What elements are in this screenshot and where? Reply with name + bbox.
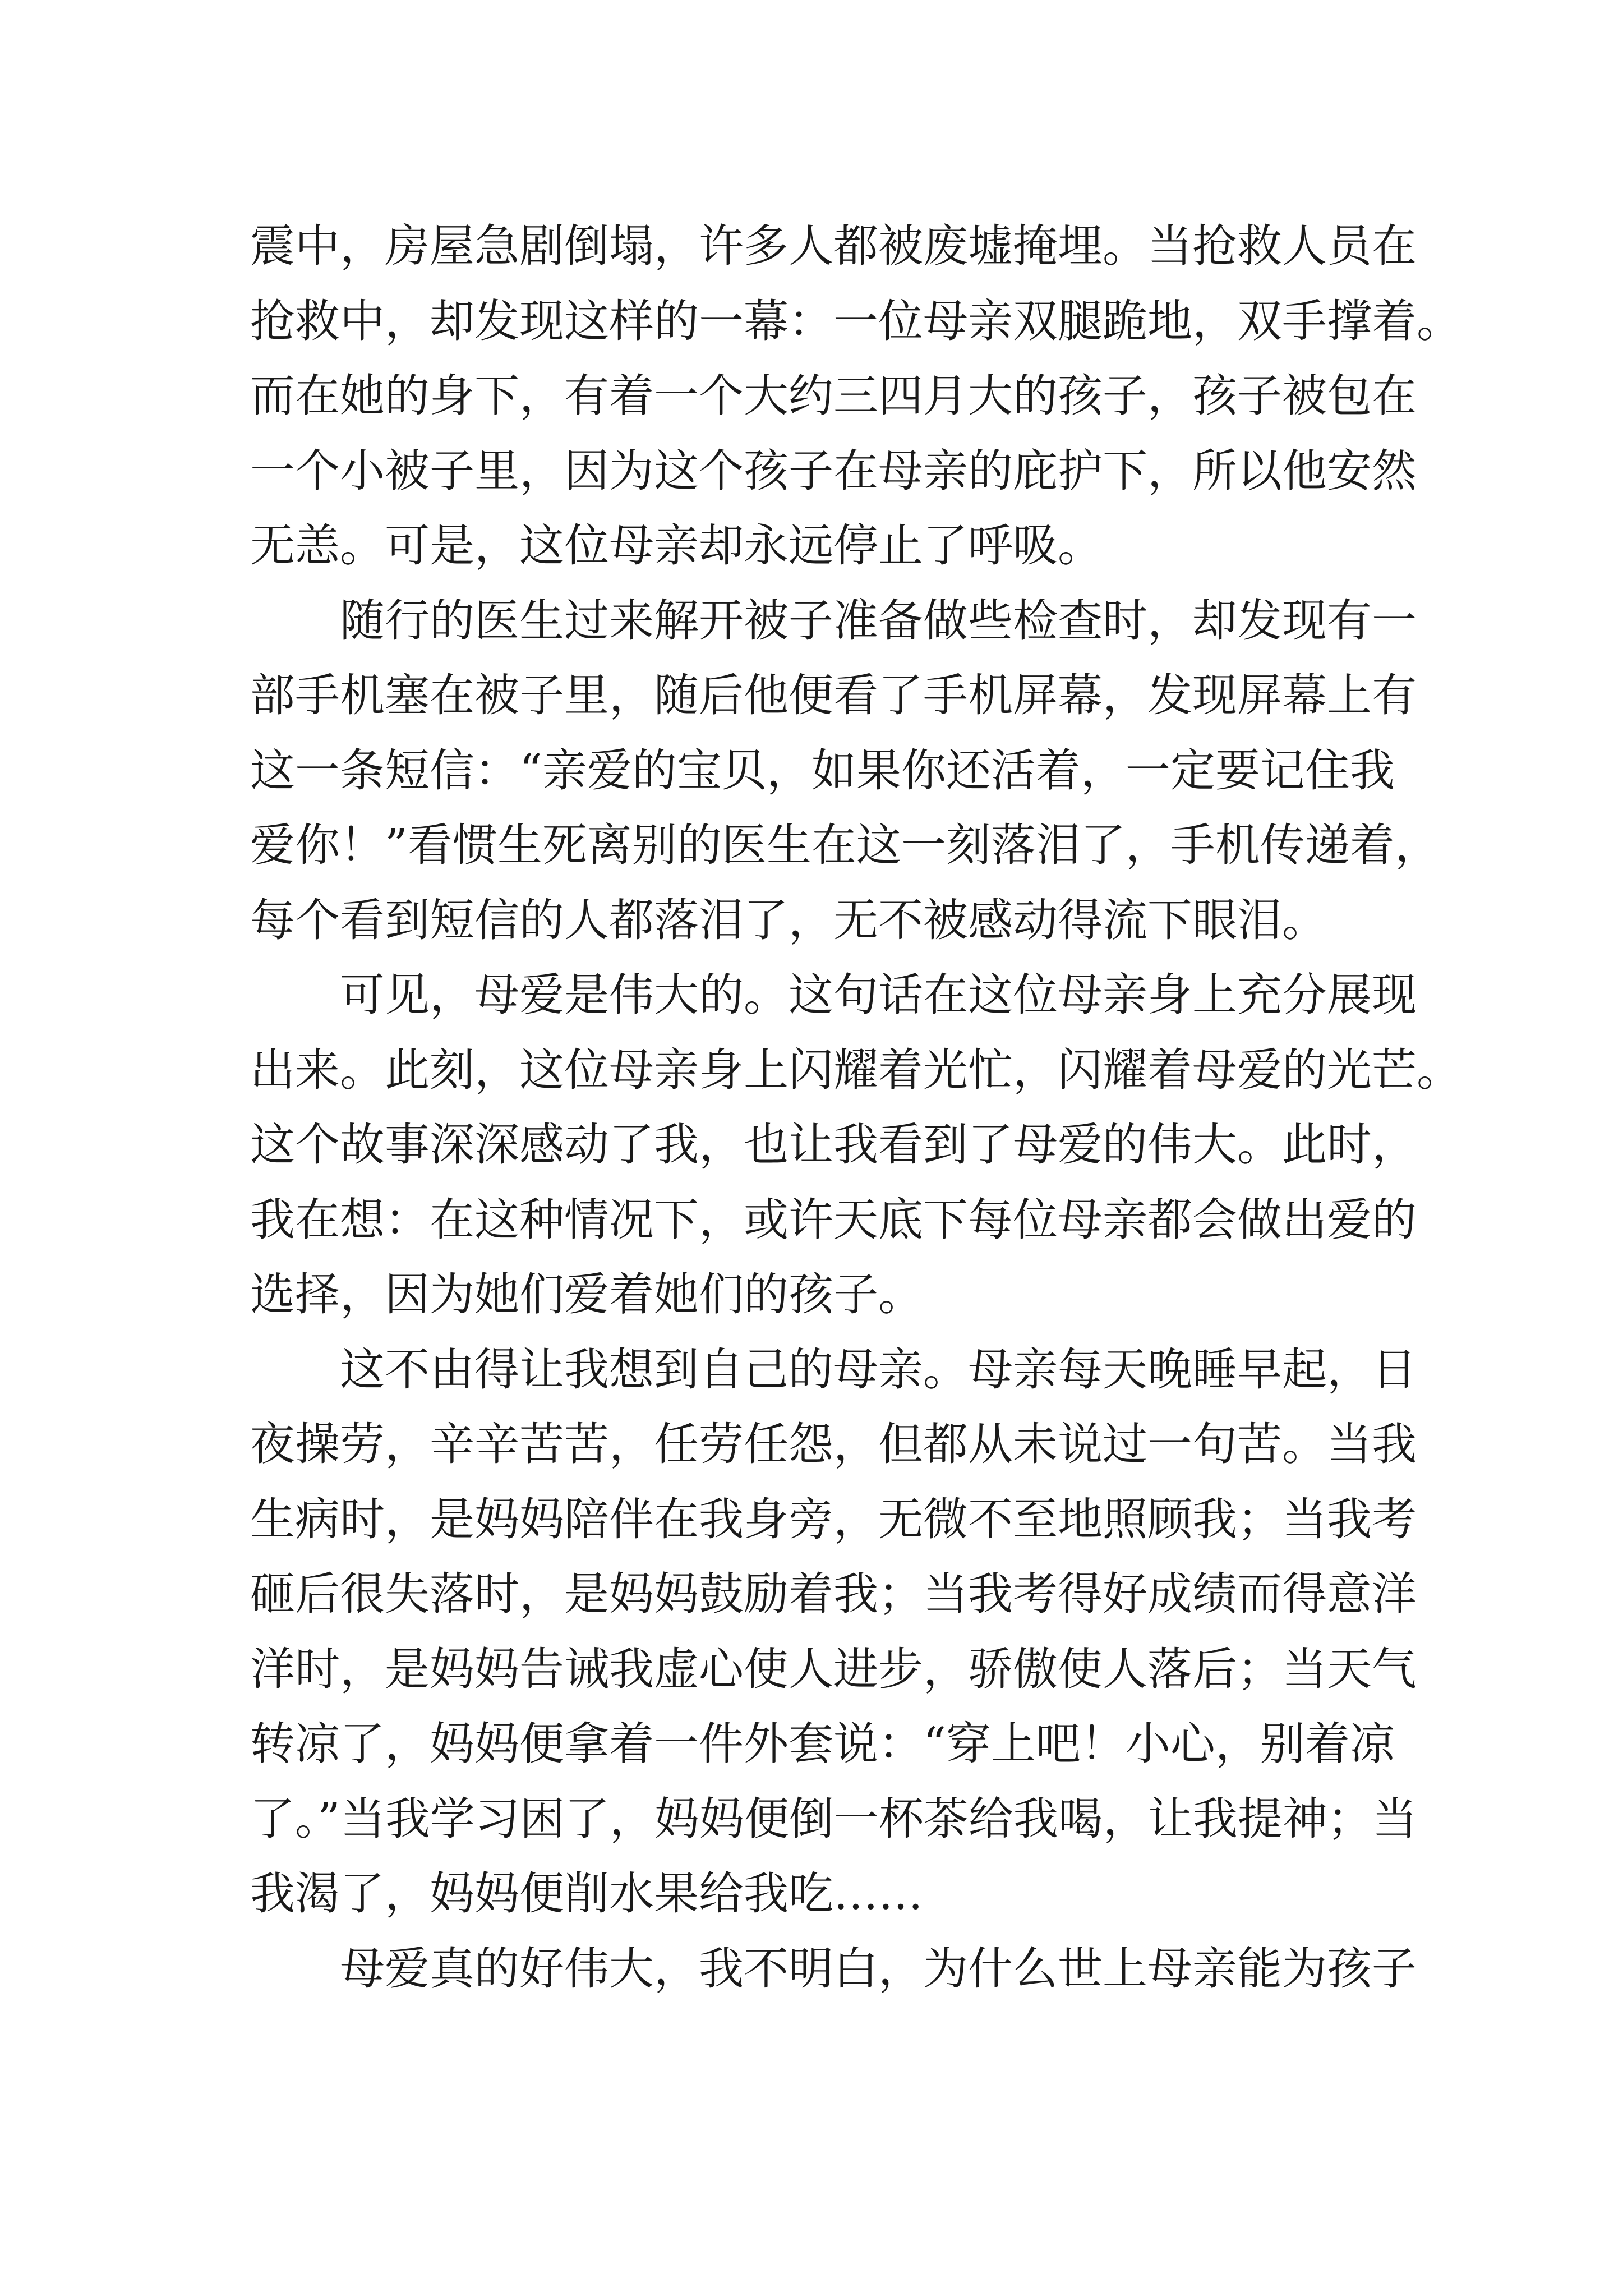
text-line: 选择，因为她们爱着她们的孩子。 — [250, 1268, 923, 1320]
text-line: 随行的医生过来解开被子准备做些检查时，却发现有一 — [340, 594, 1417, 647]
text-line: 了。”当我学习困了，妈妈便倒一杯茶给我喝，让我提神；当 — [250, 1792, 1417, 1845]
text-line: 每个看到短信的人都落泪了，无不被感动得流下眼泪。 — [250, 894, 1327, 946]
text-line: 我渴了，妈妈便削水果给我吃…… — [250, 1867, 923, 1920]
text-line: 这不由得让我想到自己的母亲。母亲每天晚睡早起，日 — [340, 1343, 1417, 1396]
text-line: 出来。此刻，这位母亲身上闪耀着光忙，闪耀着母爱的光芒。 — [250, 1043, 1461, 1096]
text-line: 生病时，是妈妈陪伴在我身旁，无微不至地照顾我；当我考 — [250, 1493, 1417, 1545]
text-line: 母爱真的好伟大，我不明白，为什么世上母亲能为孩子 — [340, 1942, 1417, 1995]
text-line: 砸后很失落时，是妈妈鼓励着我；当我考得好成绩而得意洋 — [250, 1568, 1417, 1620]
text-line: 可见，母爱是伟大的。这句话在这位母亲身上充分展现 — [340, 969, 1417, 1021]
text-line: 爱你！”看惯生死离别的医生在这一刻落泪了，手机传递着， — [250, 819, 1440, 871]
text-line: 洋时，是妈妈告诫我虚心使人进步，骄傲使人落后；当天气 — [250, 1642, 1417, 1695]
text-line: 一个小被子里，因为这个孩子在母亲的庇护下，所以他安然 — [250, 444, 1417, 497]
text-line: 我在想：在这种情况下，或许天底下每位母亲都会做出爱的 — [250, 1193, 1417, 1246]
text-line: 无恙。可是，这位母亲却永远停止了呼吸。 — [250, 519, 1103, 572]
text-line: 抢救中，却发现这样的一幕：一位母亲双腿跪地，双手撑着。 — [250, 295, 1461, 347]
essay-body — [250, 209, 1461, 2006]
text-line: 转凉了，妈妈便拿着一件外套说：“穿上吧！小心，别着凉 — [250, 1718, 1395, 1770]
text-line: 夜操劳，辛辛苦苦，任劳任怨，但都从未说过一句苦。当我 — [250, 1418, 1417, 1470]
text-line: 这个故事深深感动了我，也让我看到了母爱的伟大。此时， — [250, 1119, 1417, 1171]
text-line: 震中，房屋急剧倒塌，许多人都被废墟掩埋。当抢救人员在 — [250, 220, 1417, 272]
text-line: 部手机塞在被子里，随后他便看了手机屏幕，发现屏幕上有 — [250, 669, 1417, 721]
text-line: 这一条短信：“亲爱的宝贝，如果你还活着，一定要记住我 — [250, 744, 1395, 797]
text-line: 而在她的身下，有着一个大约三四月大的孩子，孩子被包在 — [250, 370, 1417, 422]
